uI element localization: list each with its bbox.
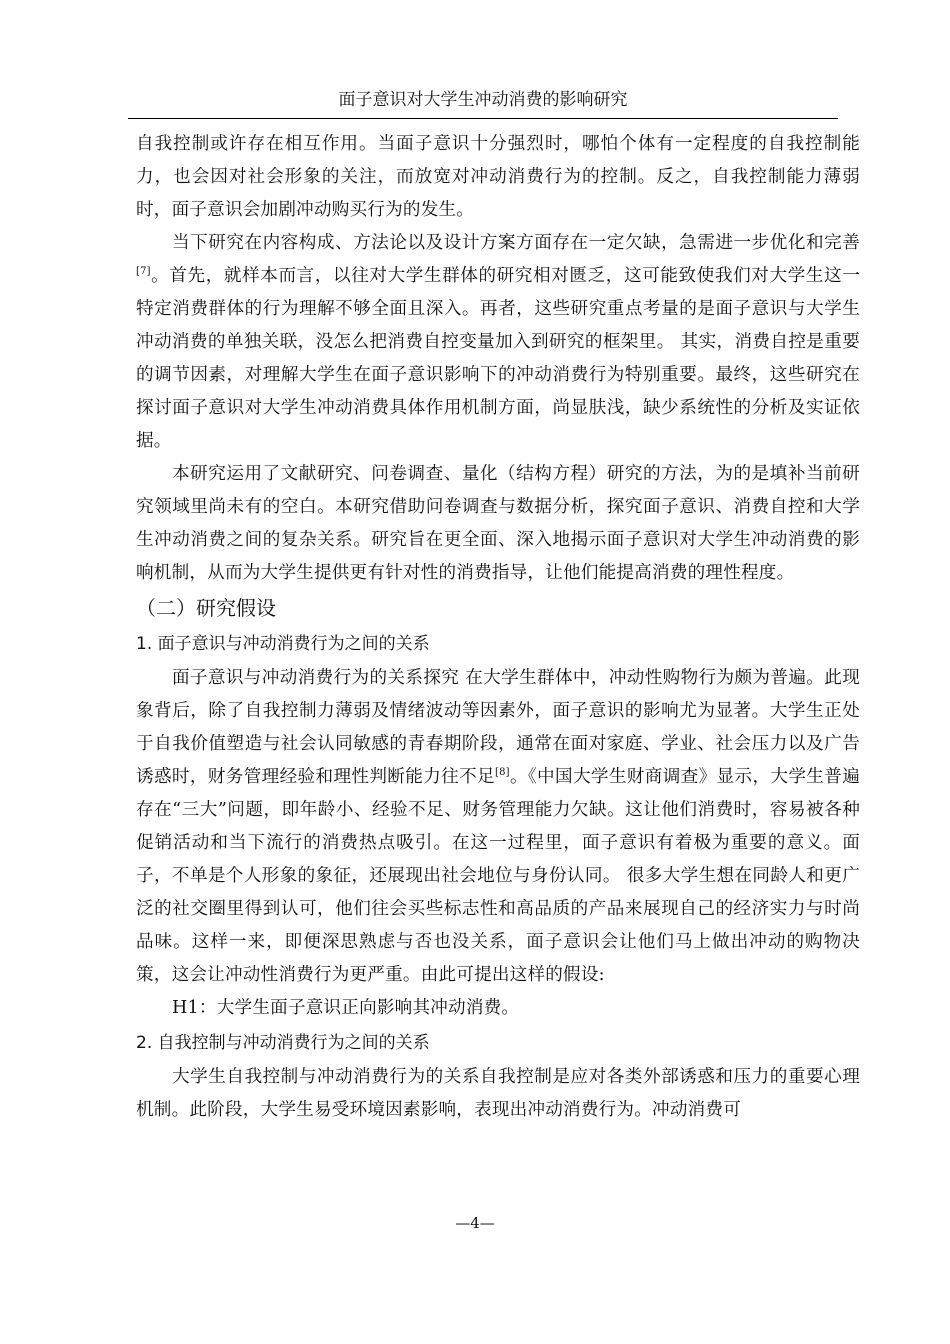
running-header: 面子意识对大学生冲动消费的影响研究	[128, 82, 838, 119]
body-paragraph: 大学生自我控制与冲动消费行为的关系自我控制是应对各类外部诱惑和压力的重要心理机制。此阶段，大学生易受环境因素影响，表现出冲动消费行为。冲动消费可	[136, 1067, 860, 1120]
paragraph-text: 面子意识与冲动消费行为的关系探究 在大学生群体中，冲动性购物行为颇为普遍。此现象背后，除了自我控制力薄弱及情绪波动等因素外，面子意识的影响尤为显著。大学生正处于自我价值塑造与社会认同敏感的青春期阶段，通常在面对家庭、学业、社会压力以及广告诱惑时，财务管理经验和理性判断能力往不足	[136, 668, 860, 787]
paragraph-text: 当下研究在内容构成、方法论以及设计方案方面存在一定欠缺，急需进一步优化和完善	[172, 233, 860, 253]
body-paragraph: 本研究运用了文献研究、问卷调查、量化（结构方程）研究的方法，为的是填补当前研究领域里尚未有的空白。本研究借助问卷调查与数据分析，探究面子意识、消费自控和大学生冲动消费之间的复杂关系。研究旨在更全面、深入地揭示面子意识对大学生冲动消费的影响机制，从而为大学生提供更有针对性的消费指导，让他们能提高消费的理性程度。	[136, 464, 860, 583]
body-paragraph: 自我控制或许存在相互作用。当面子意识十分强烈时，哪怕个体有一定程度的自我控制能力，也会因对社会形象的关注，而放宽对冲动消费行为的控制。反之，自我控制能力薄弱时，面子意识会加剧冲动购买行为的发生。	[136, 134, 860, 220]
page-number: —4—	[455, 1214, 495, 1232]
page-body	[136, 128, 860, 1127]
body-paragraph	[136, 662, 860, 992]
citation-ref: [7]	[136, 266, 151, 277]
subsection-heading: 1. 面子意识与冲动消费行为之间的关系	[136, 634, 430, 654]
paragraph-text: 。《中国大学生财商调查》显示，大学生普遍存在“三大”问题，即年龄小、经验不足、财务管理能力欠缺。这让他们消费时，容易被各种促销活动和当下流行的消费热点吸引。在这一过程里，面子意识有着极为重要的意义。面子，不单是个人形象的象征，还展现出社会地位与身份认同。 很多大学生想在同龄人和更广泛的社交圈里得到认可，他们往会买些标志性和高品质的产品来展现自己的经济实力与时尚品味。这样一来，即便深思熟虑与否也没关系，面子意识会让他们马上做出冲动的购物决策，这会让冲动性消费行为更严重。由此可提出这样的假设:	[136, 767, 860, 985]
citation-ref: [8]	[495, 767, 510, 778]
section-heading: （二）研究假设	[136, 596, 276, 620]
body-paragraph	[136, 227, 860, 458]
paragraph-text: 。首先，就样本而言，以往对大学生群体的研究相对匮乏，这可能致使我们对大学生这一特定消费群体的行为理解不够全面且深入。再者，这些研究重点考量的是面子意识与大学生冲动消费的单独关联，没怎么把消费自控变量加入到研究的框架里。 其实，消费自控是重要的调节因素，对理解大学生在面子意识影响下的冲动消费行为特别重要。最终，这些研究在探讨面子意识对大学生冲动消费具体作用机制方面，尚显肤浅，缺少系统性的分析及实证依据。	[136, 266, 860, 451]
hypothesis-h1: H1：大学生面子意识正向影响其冲动消费。	[172, 998, 520, 1018]
subsection-heading: 2. 自我控制与冲动消费行为之间的关系	[136, 1033, 430, 1053]
